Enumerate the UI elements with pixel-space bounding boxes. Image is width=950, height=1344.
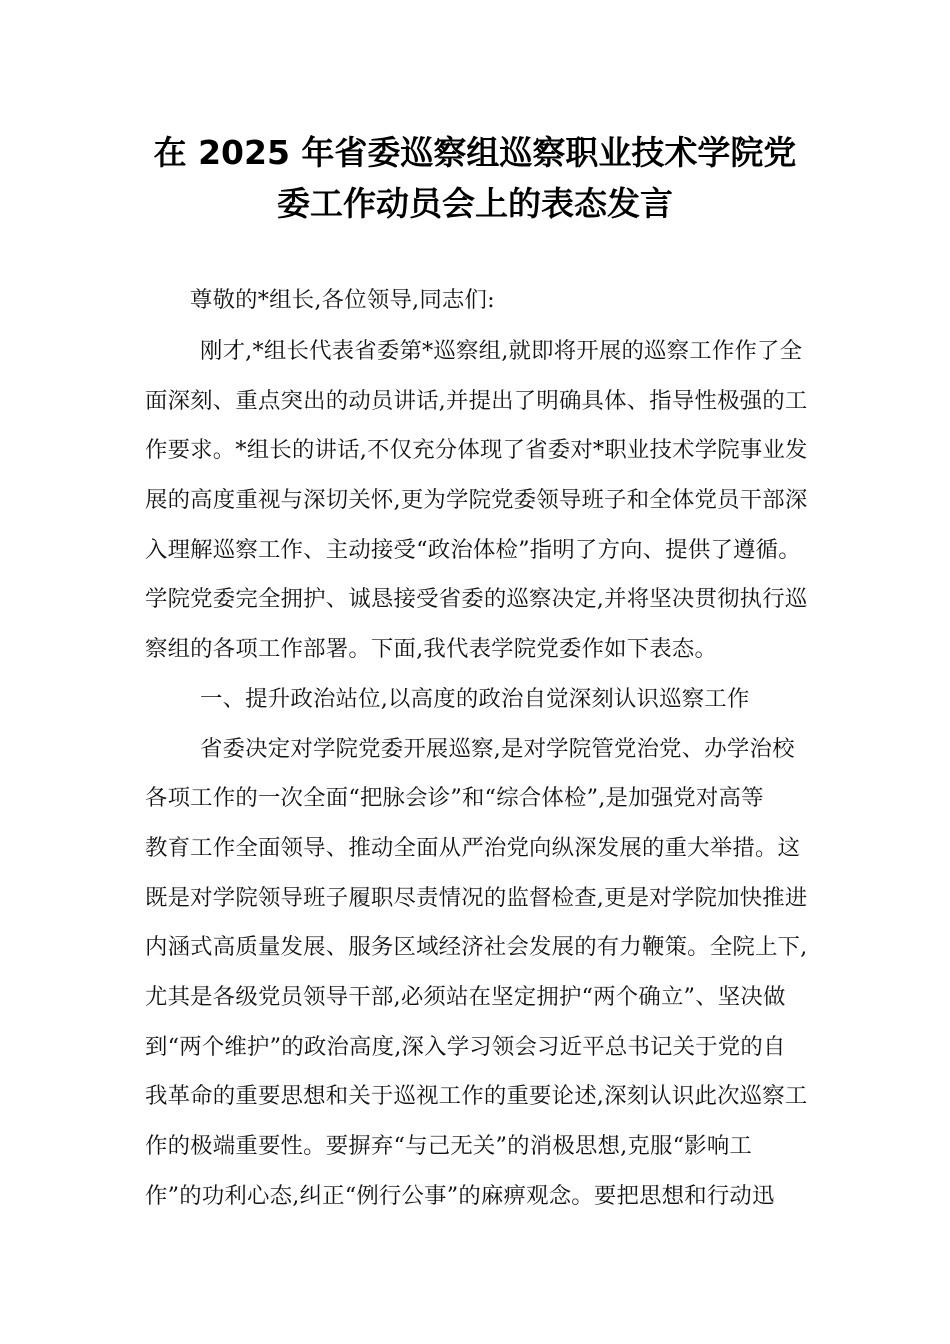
paragraph-line: 既是对学院领导班子履职尽责情况的监督检查,更是对学院加快推进 [145, 885, 808, 911]
paragraph-line: 教育工作全面领导、推动全面从严治党向纵深发展的重大举措。这 [145, 835, 801, 861]
paragraph-line: 内涵式高质量发展、服务区域经济社会发展的有力鞭策。全院上下, [145, 934, 808, 960]
paragraph-line: 我革命的重要思想和关于巡视工作的重要论述,深刻认识此次巡察工 [145, 1083, 808, 1109]
paragraph-line: 刚才,*组长代表省委第*巡察组,就即将开展的巡察工作作了全 [200, 338, 803, 364]
paragraph-line: 省委决定对学院党委开展巡察,是对学院管党治党、办学治校 [200, 736, 795, 762]
paragraph-line: 学院党委完全拥护、诚恳接受省委的巡察决定,并将坚决贯彻执行巡 [145, 586, 808, 612]
paragraph-line: 尤其是各级党员领导干部,必须站在坚定拥护“两个确立”、坚决做 [145, 984, 786, 1010]
salutation: 尊敬的*组长,各位领导,同志们: [190, 287, 495, 313]
paragraph-line: 作要求。*组长的讲话,不仅充分体现了省委对*职业技术学院事业发 [145, 437, 808, 463]
paragraph-line: 展的高度重视与深切关怀,更为学院党委领导班子和全体党员干部深 [145, 487, 808, 513]
document-title-line-1: 在 2025 年省委巡察组巡察职业技术学院党 [153, 133, 797, 172]
paragraph-line: 各项工作的一次全面“把脉会诊”和“综合体检”,是加强党对高等 [145, 785, 764, 811]
paragraph-line: 到“两个维护”的政治高度,深入学习领会习近平总书记关于党的自 [145, 1034, 786, 1060]
paragraph-line: 作”的功利心态,纠正“例行公事”的麻痹观念。要把思想和行动迅 [145, 1183, 775, 1209]
paragraph-line: 入理解巡察工作、主动接受“政治体检”指明了方向、提供了遵循。 [145, 537, 801, 563]
paragraph-line: 作的极端重要性。要摒弃“与己无关”的消极思想,克服“影响工 [145, 1133, 753, 1159]
document-title-line-2: 委工作动员会上的表态发言 [277, 184, 673, 223]
paragraph-line: 察组的各项工作部署。下面,我代表学院党委作如下表态。 [145, 636, 718, 662]
section-heading: 一、提升政治站位,以高度的政治自觉深刻认识巡察工作 [200, 686, 750, 712]
paragraph-line: 面深刻、重点突出的动员讲话,并提出了明确具体、指导性极强的工 [145, 388, 808, 414]
